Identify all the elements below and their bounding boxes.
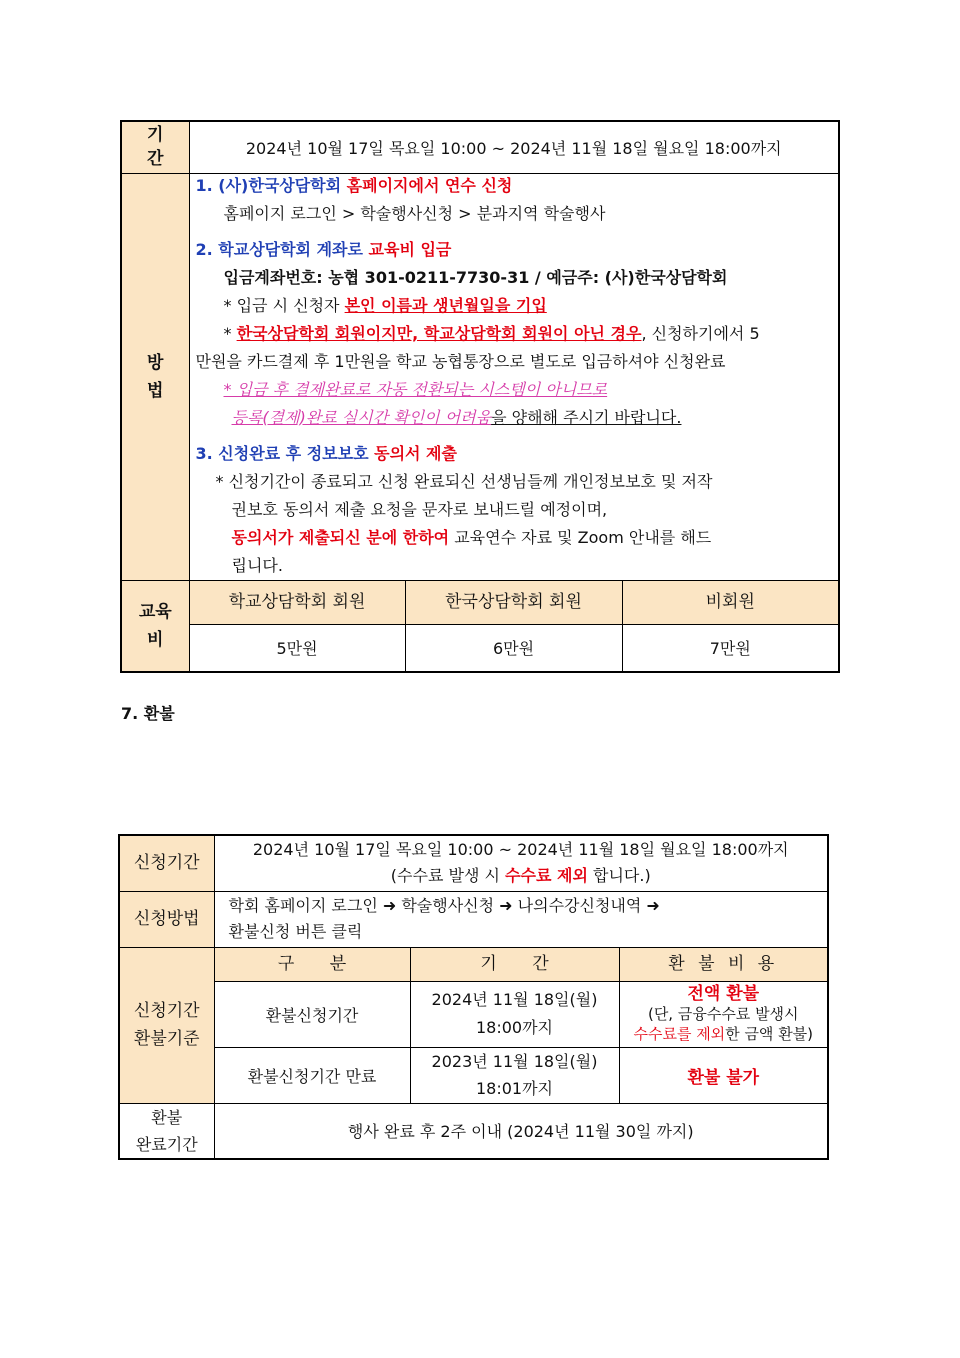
method-content (189, 173, 839, 580)
step1-title: 1. (사)한국상담학회 홈페이지에서 연수 신청 (195, 175, 513, 195)
apply-period-line1: 2024년 10월 17일 목요일 10:00 ~ 2024년 11월 18일 월요일 18:00까지 (252, 840, 789, 860)
step3-line1: * 신청기간이 종료되고 신청 완료되신 선생님들께 개인정보보호 및 저작 (215, 471, 713, 491)
fee-header-korea: 한국상담학회 회원 (405, 580, 622, 624)
criteria-header-period: 기 간 (410, 947, 619, 981)
fee-label: 교육 비 (121, 580, 189, 672)
row1-period: 2024년 11월 18일(월) 18:00까지 (410, 981, 619, 1047)
fee-value-school: 5만원 (189, 624, 405, 672)
step3-line3: 동의서가 제출되신 분에 한하여 교육연수 자료 및 Zoom 안내를 해드 (231, 527, 712, 547)
row2-category: 환불신청기간 만료 (214, 1047, 410, 1103)
course-info-table (120, 120, 840, 673)
row1-cost: 전액 환불 (단, 금융수수료 발생시 수수료를 제외한 금액 환불) (619, 981, 828, 1047)
step3-line4: 립니다. (231, 555, 283, 575)
apply-period-line2: (수수료 발생 시 수수료 제외 합니다.) (390, 866, 651, 886)
apply-method-line1: 학회 홈페이지 로그인 ➜ 학술행사신청 ➜ 나의수강신청내역 ➜ (228, 896, 660, 915)
apply-method-content (214, 891, 828, 947)
apply-method-line2: 환불신청 버튼 클릭 (228, 922, 363, 941)
step1-path: 홈페이지 로그인 > 학술행사신청 > 분과지역 학술행사 (223, 203, 606, 223)
refund-table (118, 834, 829, 1160)
account-info: 입금계좌번호: 농협 301-0211-7730-31 / 예금주: (사)한국상담학회 (223, 267, 728, 287)
step3-line2: 권보호 동의서 제출 요청을 문자로 보내드릴 예정이며, (231, 499, 608, 519)
refund-section-title: 7. 환불 (121, 704, 175, 723)
deposit-note: * 입금 시 신청자 본인 이름과 생년월일을 기입 (223, 295, 547, 315)
period-label: 기 간 (121, 121, 189, 173)
row1-category: 환불신청기간 (214, 981, 410, 1047)
fee-header-school: 학교상담학회 회원 (189, 580, 405, 624)
complete-label: 환불 완료기간 (119, 1103, 214, 1159)
full-refund: 전액 환불 (687, 984, 760, 1004)
member-note: * 한국상담학회 회원이지만, 학교상담학회 회원이 아닌 경우, 신청하기에서 5 (223, 323, 760, 343)
criteria-label: 신청기간 환불기준 (119, 947, 214, 1103)
criteria-header-cost: 환 불 비 용 (619, 947, 828, 981)
member-note-cont: 만원을 카드결제 후 1만원을 학교 농협통장으로 별도로 입금하셔야 신청완료 (195, 351, 726, 371)
row2-cost: 환불 불가 (619, 1047, 828, 1103)
method-label: 방 법 (121, 173, 189, 580)
row2-period: 2023년 11월 18일(월) 18:01까지 (410, 1047, 619, 1103)
step3-title: 3. 신청완료 후 정보보호 동의서 제출 (195, 443, 457, 463)
criteria-header-category: 구 분 (214, 947, 410, 981)
system-note-2: 등록(결제)완료 실시간 확인이 어려움을 양해해 주시기 바랍니다. (231, 407, 682, 427)
apply-period-content (214, 835, 828, 891)
apply-period-label: 신청기간 (119, 835, 214, 891)
fee-value-korea: 6만원 (405, 624, 622, 672)
complete-text: 행사 완료 후 2주 이내 (2024년 11월 30일 까지) (214, 1103, 828, 1159)
step2-title: 2. 학교상담학회 계좌로 교육비 입금 (195, 239, 452, 259)
fee-value-nonmember: 7만원 (622, 624, 839, 672)
apply-method-label: 신청방법 (119, 891, 214, 947)
fee-header-nonmember: 비회원 (622, 580, 839, 624)
system-note-1: * 입금 후 결제완료로 자동 전환되는 시스템이 아니므로 (223, 379, 608, 399)
period-text: 2024년 10월 17일 목요일 10:00 ~ 2024년 11월 18일 월요일 18:00까지 (189, 121, 839, 173)
